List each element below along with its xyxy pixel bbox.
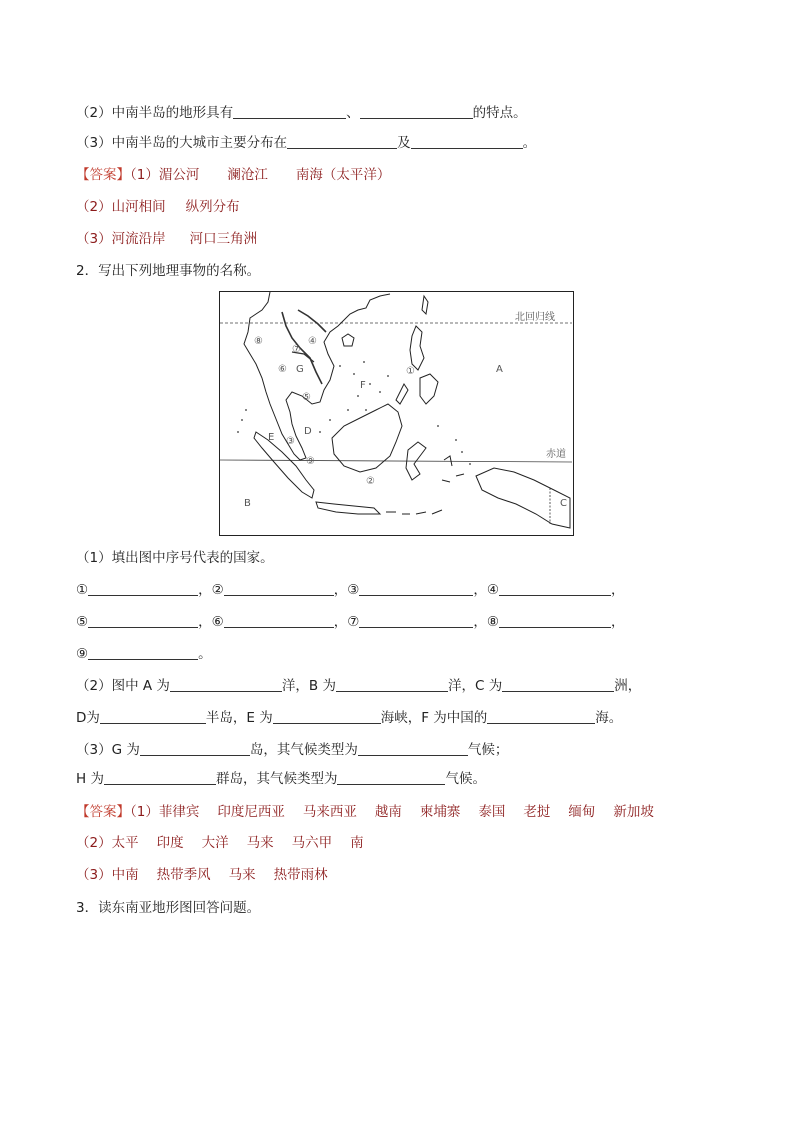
label-4: ④ [308, 336, 317, 347]
q2-part1-title: （1）填出图中序号代表的国家。 [76, 550, 274, 566]
answer-blank[interactable] [487, 709, 595, 724]
answer-blank[interactable] [502, 677, 614, 692]
q2-part3-line2: H 为 群岛，其气候类型为 气候。 [76, 771, 486, 787]
label-9: ⑨ [306, 456, 315, 467]
islets [237, 361, 471, 465]
label-2: ② [366, 476, 375, 487]
southeast-asia-map [219, 291, 574, 536]
label-8: ⑧ [254, 336, 263, 347]
q2-answer-line2: （2）太平 印度 大洋 马来 马六甲 南 [76, 835, 364, 851]
q1-part2: （2）中南半岛的地形具有 、 的特点。 [76, 105, 527, 121]
answer-blank[interactable] [104, 770, 216, 785]
answer-blank[interactable] [499, 613, 611, 628]
label-D: D [304, 426, 312, 437]
answer-blank[interactable] [233, 104, 346, 119]
q2-part2-line1: （2）图中 A 为 洋，B 为 洋，C 为 洲， [76, 678, 642, 694]
answer-blank[interactable] [358, 741, 468, 756]
label-C: C [560, 498, 567, 509]
answer-blank[interactable] [224, 613, 334, 628]
new-guinea-island [476, 468, 570, 528]
q2-part1-row2: ⑤ ，⑥ ，⑦ ，⑧ ， [76, 614, 625, 630]
answer-blank[interactable] [499, 581, 611, 596]
label-3: ③ [286, 436, 295, 447]
q2-title: 2．写出下列地理事物的名称。 [76, 263, 261, 279]
answer-blank[interactable] [337, 770, 445, 785]
lesser-sunda-islands [386, 510, 442, 514]
q3-title: 3．读东南亚地形图回答问题。 [76, 900, 261, 916]
philippines-luzon [410, 326, 424, 370]
mainland-coast [244, 292, 390, 460]
q2-part1-row3: ⑨ 。 [76, 646, 212, 662]
q1-answer-line2: （2）山河相间 纵列分布 [76, 199, 240, 215]
answer-blank[interactable] [88, 581, 198, 596]
label-A: A [496, 364, 503, 375]
answer-blank[interactable] [359, 613, 473, 628]
label-5: ⑤ [302, 392, 311, 403]
answer-blank[interactable] [224, 581, 334, 596]
answer-blank[interactable] [359, 581, 473, 596]
moluccas-islands [442, 456, 464, 482]
label-E: E [268, 432, 275, 443]
q2-answer-line1: 【答案】（1）菲律宾 印度尼西亚 马来西亚 越南 柬埔寨 泰国 老挝 缅甸 新加坡 [76, 804, 654, 820]
equator-label: 赤道 [546, 449, 566, 460]
answer-blank[interactable] [170, 677, 282, 692]
q1-part3: （3）中南半岛的大城市主要分布在 及 。 [76, 135, 537, 151]
sumatra-island [254, 432, 314, 498]
border-line [298, 310, 326, 332]
java-island [316, 502, 380, 514]
map-svg [220, 292, 572, 534]
q2-part3-line1: （3）G 为 岛，其气候类型为 气候； [76, 742, 509, 758]
q2-part1-row1: ① ，② ，③ ，④ ， [76, 582, 625, 598]
answer-blank[interactable] [273, 709, 381, 724]
q2-answer-line3: （3）中南 热带季风 马来 热带雨林 [76, 867, 328, 883]
answer-blank[interactable] [100, 709, 206, 724]
answer-blank[interactable] [411, 134, 523, 149]
borneo-island [332, 404, 402, 472]
q1-answer-line3: （3）河流沿岸 河口三角洲 [76, 231, 258, 247]
tropic-label: 北回归线 [515, 312, 555, 323]
label-F: F [360, 380, 366, 391]
philippines-mindanao [420, 374, 438, 404]
label-1: ① [406, 366, 415, 377]
label-7: ⑦ [292, 344, 301, 355]
taiwan-island [422, 296, 428, 314]
answer-blank[interactable] [88, 645, 198, 660]
answer-blank[interactable] [88, 613, 198, 628]
answer-blank[interactable] [140, 741, 250, 756]
q2-part2-line2: D为 半岛，E 为 海峡，F 为中国的 海。 [76, 710, 623, 726]
answer-blank[interactable] [287, 134, 397, 149]
q1-answer-line1: 【答案】（1）湄公河 澜沧江 南海（太平洋） [76, 167, 391, 183]
label-B: B [244, 498, 251, 509]
answer-blank[interactable] [336, 677, 448, 692]
palawan-island [396, 384, 408, 404]
label-G: G [296, 364, 304, 375]
label-6: ⑥ [278, 364, 287, 375]
answer-blank[interactable] [360, 104, 473, 119]
hainan-island [342, 334, 354, 346]
